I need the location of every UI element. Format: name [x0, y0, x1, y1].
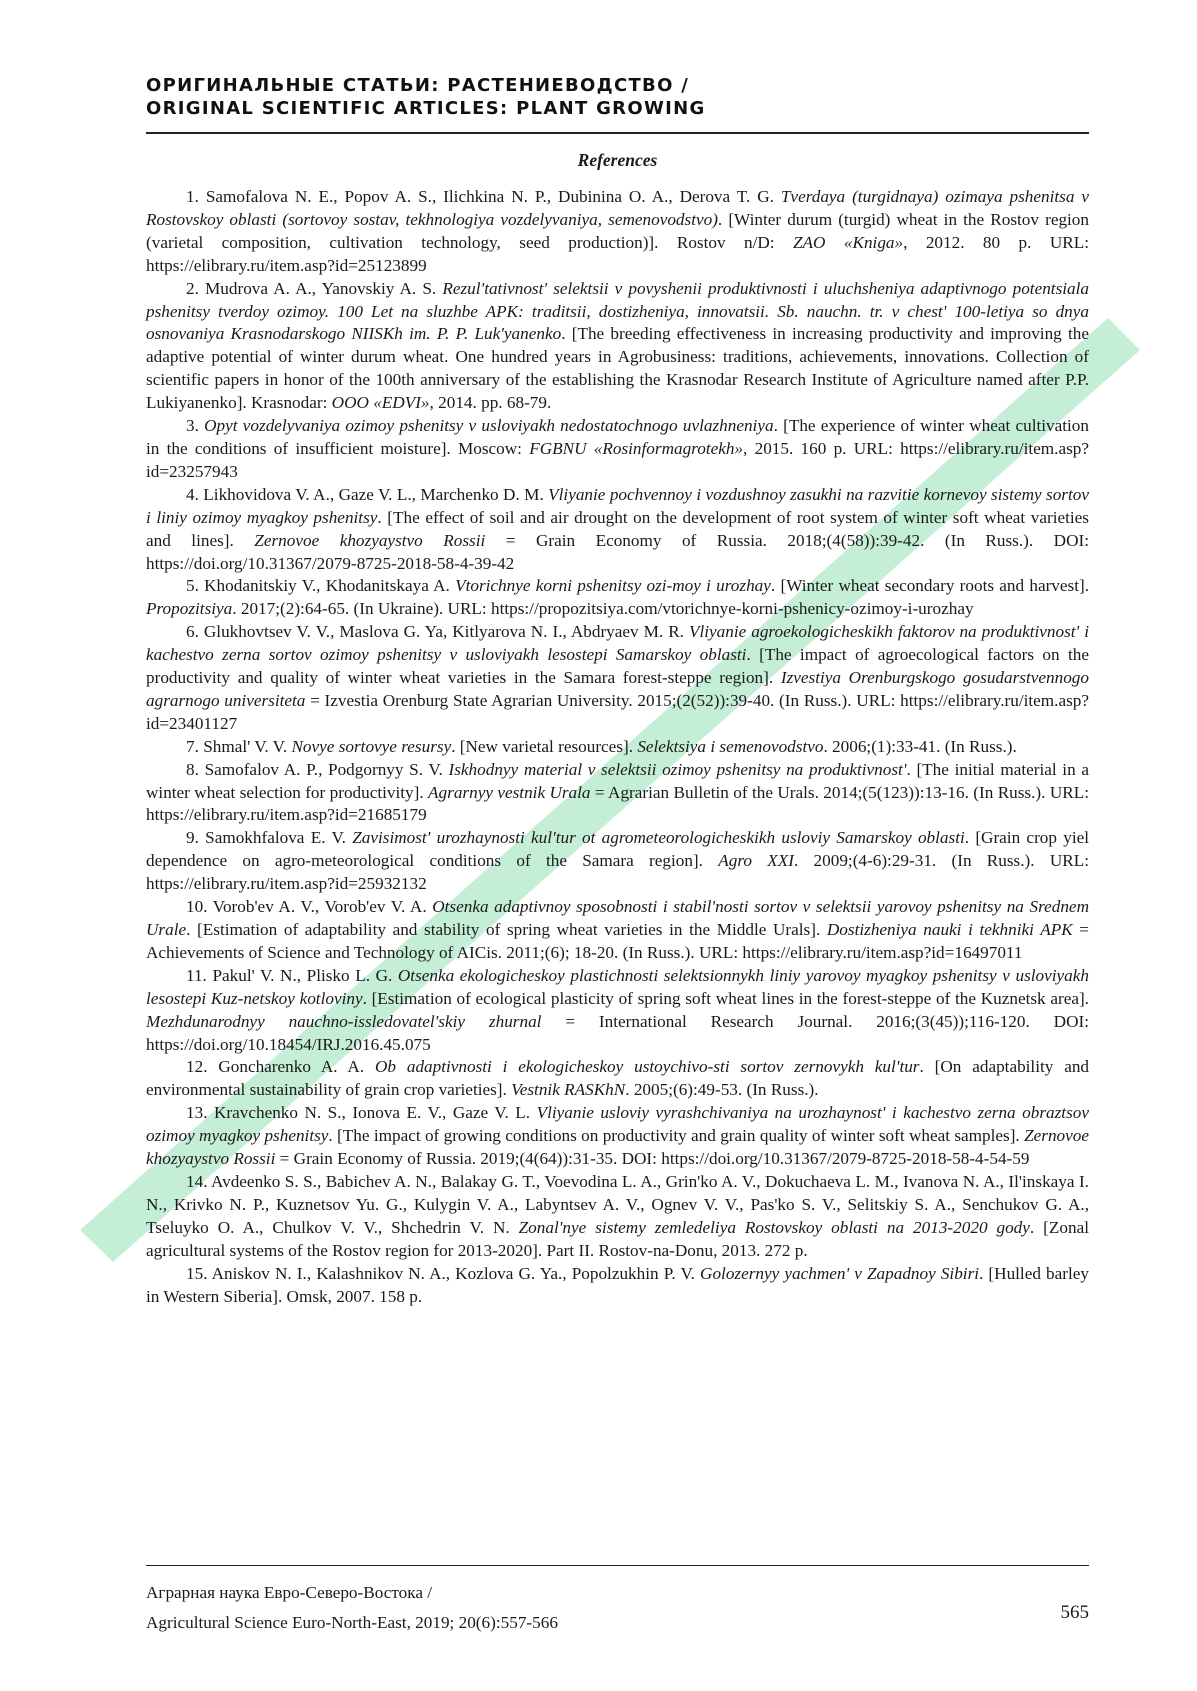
reference-item: 5. Khodanitskiy V., Khodanitskaya A. Vtorichnye korni pshenitsy ozi-moy i urozhay. [Winter wheat secondary roots and harvest]. Propozitsiya. 2017;(2):64-65. (In Ukraine). URL: https://propozitsiya.com/vtorichnye-korni-pshenicy-ozimoy-i-urozhay	[146, 576, 1090, 619]
references-list	[146, 186, 1089, 1308]
reference-item: 14. Avdeenko S. S., Babichev A. N., Balakay G. T., Voevodina L. A., Grin'ko A. V., Dokuchaeva L. M., Ivanova N. A., Il'inskaya I. N., Krivko N. P., Kuznetsov Yu. G., Kulygin V. A., Labyntsev A. V., Ognev V. V., Pas'ko S. V., Selitskiy S. A., Senchukov G. A., Tseluyko O. A., Chulkov V. V., Shchedrin V. N. Zonal'nye sistemy zemledeliya Rostovskoy oblasti na 2013-2020 gody. [Zonal agricultural systems of the Rostov region for 2013-2020]. Part II. Rostov-na-Donu, 2013. 272 p.	[146, 1171, 1089, 1260]
reference-item: 10. Vorob'ev A. V., Vorob'ev V. A. Otsenka adaptivnoy sposobnosti i stabil'nosti sortov v selektsii yarovoy pshenitsy na Srednem Urale. [Estimation of adaptability and stability of spring wheat varieties in the Middle Urals]. Dostizheniya nauki i tekhniki APK = Achievements of Science and Technology of AICis. 2011;(6); 18-20. (In Russ.). URL: https://elibrary.ru/item.asp?id=16497011	[146, 897, 1089, 962]
section-header-en: ORIGINAL SCIENTIFIC ARTICLES: PLANT GROWING	[146, 98, 706, 119]
journal-citation	[146, 1578, 558, 1638]
reference-item: 1. Samofalova N. E., Popov A. S., Ilichkina N. P., Dubinina O. A., Derova T. G. Tverdaya (turgidnaya) ozimaya pshenitsa v Rostovskoy oblasti (sortovoy sostav, tekhnologiya vozdelyvaniya, semenovodstvo). [Winter durum (turgid) wheat in the Rostov region (varietal composition, cultivation technology, seed production)]. Rostov n/D: ZAO «Kniga», 2012. 80 p. URL: https://elibrary.ru/item.asp?id=25123899	[146, 187, 1089, 275]
reference-item: 3. Opyt vozdelyvaniya ozimoy pshenitsy v usloviyakh nedostatochnogo uvlazhneniya. [The experience of winter wheat cultivation in the conditions of insufficient moisture]. Moscow: FGBNU «Rosinformagrotekh», 2015. 160 p. URL: https://elibrary.ru/item.asp?id=23257943	[146, 416, 1089, 481]
reference-item: 13. Kravchenko N. S., Ionova E. V., Gaze V. L. Vliyanie usloviy vyrashchivaniya na urozhaynost' i kachestvo zerna obraztsov ozimoy myagkoy pshenitsy. [The impact of growing conditions on productivity and grain quality of winter soft wheat samples]. Zernovoe khozyaystvo Rossii = Grain Economy of Russia. 2019;(4(64)):31-35. DOI: https://doi.org/10.31367/2079-8725-2018-58-4-54-59	[146, 1103, 1089, 1169]
reference-item: 2. Mudrova A. A., Yanovskiy A. S. Rezul'tativnost' selektsii v povyshenii produktivnosti i uluchsheniya adaptivnogo potentsiala pshenitsy tverdoy ozimoy. 100 Let na sluzhbe APK: traditsii, dostizheniya, innovatsii. Sb. nauchn. tr. v chest' 100-letiya so dnya osnovaniya Krasnodarskogo NIISKh im. P. P. Luk'yanenko. [The breeding effectiveness in increasing productivity and improving the adaptive potential of winter durum wheat. One hundred years in Agrobusiness: traditions, achievements, innovations. Collection of scientific papers in honor of the 100th anniversary of the establishing the Krasnodar Research Institute of Agriculture named after P.P. Lukiyanenko]. Krasnodar: OOO «EDVI», 2014. pp. 68-79.	[146, 278, 1089, 413]
reference-item: 11. Pakul' V. N., Plisko L. G. Otsenka ekologicheskoy plastichnosti selektsionnykh liniy yarovoy myagkoy pshenitsy v usloviyakh lesostepi Kuz-netskoy kotloviny. [Estimation of ecological plasticity of spring soft wheat lines in the forest-steppe of the Kuznetsk area]. Mezhdunarodnyy nauchno-issledovatel'skiy zhurnal = International Research Journal. 2016;(3(45));116-120. DOI: https://doi.org/10.18454/IRJ.2016.45.075	[146, 965, 1089, 1054]
reference-item: 9. Samokhfalova E. V. Zavisimost' urozhaynosti kul'tur ot agrometeorologicheskikh usloviy Samarskoy oblasti. [Grain crop yiel dependence on agro-meteorological conditions of the Samara region]. Agro XXI. 2009;(4-6):29-31. (In Russ.). URL: https://elibrary.ru/item.asp?id=25932132	[146, 828, 1090, 894]
footer-rule	[146, 1565, 1089, 1566]
header-rule	[146, 132, 1089, 134]
reference-item: 6. Glukhovtsev V. V., Maslova G. Ya, Kitlyarova N. I., Abdryaev M. R. Vliyanie agroekologicheskikh faktorov na produktivnost' i kachestvo zerna sortov ozimoy pshenitsy v usloviyakh lesostepi Samarskoy oblasti. [The impact of agroecological factors on the productivity and quality of winter wheat varieties in the Samara forest-steppe region]. Izvestiya Orenburgskogo gosudarstvennogo agrarnogo universiteta = Izvestia Orenburg State Agrarian University. 2015;(2(52)):39-40. (In Russ.). URL: https://elibrary.ru/item.asp?id=23401127	[146, 622, 1090, 733]
journal-name-en: Agricultural Science Euro-North-East, 2019; 20(6):557-566	[146, 1613, 558, 1632]
section-header-ru: ОРИГИНАЛЬНЫЕ СТАТЬИ: РАСТЕНИЕВОДСТВО /	[146, 75, 690, 96]
page	[146, 0, 1089, 1691]
reference-item: 7. Shmal' V. V. Novye sortovye resursy. [New varietal resources]. Selektsiya i semenovodstvo. 2006;(1):33-41. (In Russ.).	[186, 736, 1017, 756]
section-header	[146, 74, 1089, 120]
journal-name-ru: Аграрная наука Евро-Северо-Востока /	[146, 1583, 433, 1602]
reference-item: 4. Likhovidova V. A., Gaze V. L., Marchenko D. M. Vliyanie pochvennoy i vozdushnoy zasukhi na razvitie kornevoy sistemy sortov i liniy ozimoy myagkoy pshenitsy. [The effect of soil and air drought on the development of root system of winter soft wheat varieties and lines]. Zernovoe khozyaystvo Rossii = Grain Economy of Russia. 2018;(4(58)):39-42. (In Russ.). DOI: https://doi.org/10.31367/2079-8725-2018-58-4-39-42	[146, 484, 1089, 573]
page-number: 565	[1060, 1602, 1089, 1623]
reference-item: 12. Goncharenko A. A. Ob adaptivnosti i ekologicheskoy ustoychivo-sti sortov zernovykh kul'tur. [On adaptability and environmental sustainability of grain crop varieties]. Vestnik RASKhN. 2005;(6):49-53. (In Russ.).	[146, 1057, 1090, 1100]
reference-item: 15. Aniskov N. I., Kalashnikov N. A., Kozlova G. Ya., Popolzukhin P. V. Golozernyy yachmen' v Zapadnoy Sibiri. [Hulled barley in Western Siberia]. Omsk, 2007. 158 p.	[146, 1263, 1089, 1306]
references-title: References	[577, 150, 658, 170]
reference-item: 8. Samofalov A. P., Podgornyy S. V. Iskhodnyy material v selektsii ozimoy pshenitsy na produktivnost'. [The initial material in a winter wheat selection for productivity]. Agrarnyy vestnik Urala = Agrarian Bulletin of the Urals. 2014;(5(123)):13-16. (In Russ.). URL: https://elibrary.ru/item.asp?id=21685179	[146, 759, 1089, 825]
